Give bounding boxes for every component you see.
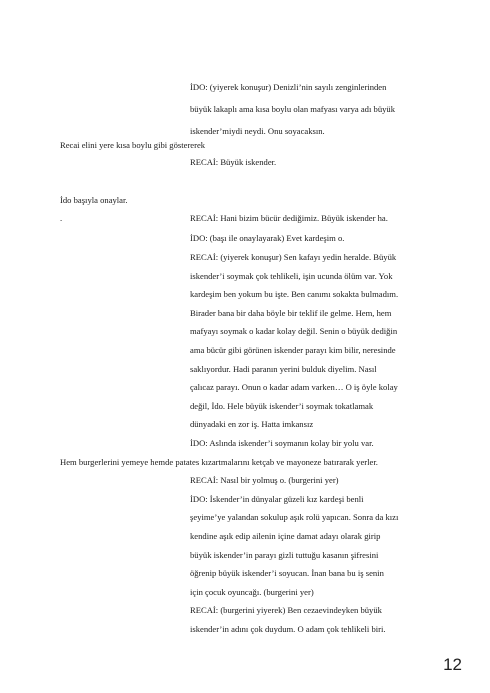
dialogue-line: İDO: Aslında iskender’i soymanın kolay bir yolu var.: [190, 438, 374, 448]
dialogue-line: öğrenip büyük iskender’i soyucan. İnan bana bu iş senin: [190, 568, 384, 578]
dialogue-line: iskender’miydi neydi. Onu soyacaksın.: [190, 126, 325, 136]
dialogue-line: Birader bana bir daha böyle bir teklif ile gelme. Hem, hem: [190, 308, 392, 318]
dialogue-line: RECAİ: (yiyerek konuşur) Sen kafayı yedin heralde. Büyük: [190, 252, 397, 262]
dialogue-line: iskender’in adını çok duydum. O adam çok tehlikeli biri.: [190, 624, 386, 634]
dialogue-line: iskender’i soymak çok tehlikeli, işin ucunda ölüm var. Yok: [190, 271, 393, 281]
dialogue-line: RECAİ: Büyük iskender.: [190, 157, 277, 167]
stage-direction: Recai elini yere kısa boylu gibi göstererek: [60, 140, 206, 150]
dialogue-line: mafyayı soymak o kadar kolay değil. Senin o büyük dediğin: [190, 326, 398, 336]
dialogue-line: büyük iskender’in parayı gizli tuttuğu kasanın şifresini: [190, 550, 379, 560]
dialogue-line: kendine aşık edip ailenin içine damat adayı olarak girip: [190, 531, 381, 541]
dialogue-line: şeyime’ye yalandan sokulup aşık rolü yapıcan. Sonra da kızı: [190, 512, 399, 522]
stage-direction: İdo başıyla onaylar.: [60, 195, 128, 205]
dialogue-line: ama bücür gibi görünen iskender parayı kim bilir, neresinde: [190, 345, 396, 355]
dialogue-line: İDO: (başı ile onaylayarak) Evet kardeşim o.: [190, 233, 345, 243]
dialogue-line: için çocuk oyuncağı. (burgerini yer): [190, 587, 314, 597]
dialogue-line: İDO: İskender’in dünyalar güzeli kız kardeşi benli: [190, 494, 364, 504]
dialogue-line: çalıcaz parayı. Onun o kadar adam varken… O iş öyle kolay: [190, 382, 398, 392]
dialogue-line: kardeşim ben yokum bu işte. Ben canımı sokakta bulmadım.: [190, 289, 399, 299]
dialogue-line: dünyadaki en zor iş. Hatta imkansız: [190, 419, 314, 429]
stage-direction: Hem burgerlerini yemeye hemde patates kızartmalarını ketçab ve mayoneze batırarak yerler.: [60, 457, 378, 467]
dialogue-line: saklıyordur. Hadi paranın yerini bulduk diyelim. Nasıl: [190, 364, 377, 374]
dialogue-line: değil, İdo. Hele büyük iskender’i soymak tokatlamak: [190, 401, 374, 411]
dialogue-line: büyük lakaplı ama kısa boylu olan mafyası varya adı büyük: [190, 104, 396, 114]
dialogue-line: RECAİ: Nasıl bir yolmuş o. (burgerini yer): [190, 475, 339, 485]
dialogue-line: RECAİ: Hani bizim bücür dediğimiz. Büyük iskender ha.: [190, 213, 388, 223]
stage-mark: .: [60, 213, 63, 223]
page-number: 12: [443, 655, 462, 674]
dialogue-line: İDO: (yiyerek konuşur) Denizli’nin sayılı zenginlerinden: [190, 82, 387, 92]
dialogue-line: RECAİ: (burgerini yiyerek) Ben cezaevindeyken büyük: [190, 605, 382, 615]
